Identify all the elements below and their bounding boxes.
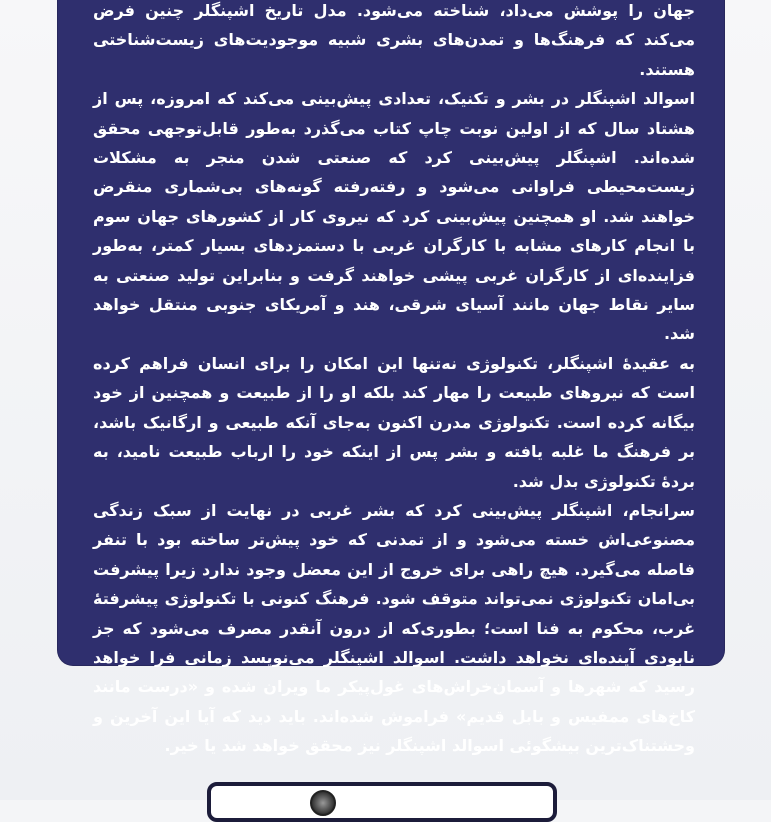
blurb-paragraph-1: جهان را پوشش می‌داد، شناخته می‌شود. مدل تاریخ اشپنگلر چنین فرض می‌کند که فرهنگ‌ها و تمدن‌های بشری شبیه موجودیت‌های زیست‌شناختی هستند. <box>93 1 695 79</box>
barcode-frame <box>207 782 557 822</box>
blurb-text <box>93 0 695 761</box>
blurb-paragraph-4: سرانجام، اشپنگلر پیش‌بینی کرد که بشر غربی در نهایت از سبک زندگی مصنوعی‌اش خسته می‌شود و از تمدنی که خود پیش‌تر ساخته بود با تنفر فاصله می‌گیرد. هیچ راهی برای خروج از این معضل وجود ندارد زیرا پیشرفت بی‌امان تکنولوژی نمی‌تواند متوقف شود. فرهنگ کنونی با تکنولوژی پیشرفتهٔ غرب، محکوم به فنا است؛ بطوری‌که از درون آنقدر مصرف می‌شود که جز نابودی آینده‌ای نخواهد داشت. اسوالد اشپنگلر می‌نویسد زمانی فرا خواهد رسید که شهرها و آسمان‌خراش‌های غول‌پیکر ما ویران شده و «درست مانند کاخ‌های ممفیس و بابل قدیم» فراموش شده‌اند. باید دید که آیا این آخرین و وحشتناک‌ترین بیشگوئی اسوالد اشپنگلر نیز محقق خواهد شد یا خیر. <box>93 500 695 756</box>
blurb-panel <box>57 0 725 756</box>
blurb-paragraph-2: اسوالد اشپنگلر در بشر و تکنیک، تعدادی پیش‌بینی می‌کند که امروزه، پس از هشتاد سال که از اولین نوبت چاپ کتاب می‌گذرد به‌طور قابل‌توجهی محقق شده‌اند. اشپنگلر پیش‌بینی کرد که صنعتی شدن منجر به مشکلات زیست‌محیطی فراوانی می‌شود و رفته‌رفته گونه‌های بی‌شماری منقرض خواهند شد. او همچنین پیش‌بینی کرد که نیروی کار از کشورهای جهان سوم با انجام کارهای مشابه با کارگران غربی با دستمزدهای بسیار کمتر، به‌طور فزاینده‌ای از کارگران غربی پیشی خواهند گرفت و بنابراین تولید صنعتی به سایر نقاط جهان مانند آسیای شرقی، هند و آمریکای جنوبی منتقل خواهد شد. <box>93 89 695 344</box>
publisher-emblem-icon <box>310 790 336 816</box>
blurb-paragraph-3: به عقیدهٔ اشپنگلر، تکنولوژی نه‌تنها این امکان را برای انسان فراهم کرده است که نیروهای طبیعت را مهار کند بلکه او را از طبیعت و همچنین از خود بیگانه کرده است. تکنولوژی مدرن اکنون به‌جای آنکه طبیعی و ارگانیک باشد، بر فرهنگ ما غلبه یافته و بشر پس از اینکه خود را ارباب طبیعت نامید، به بردهٔ تکنولوژی بدل شد. <box>93 353 695 491</box>
